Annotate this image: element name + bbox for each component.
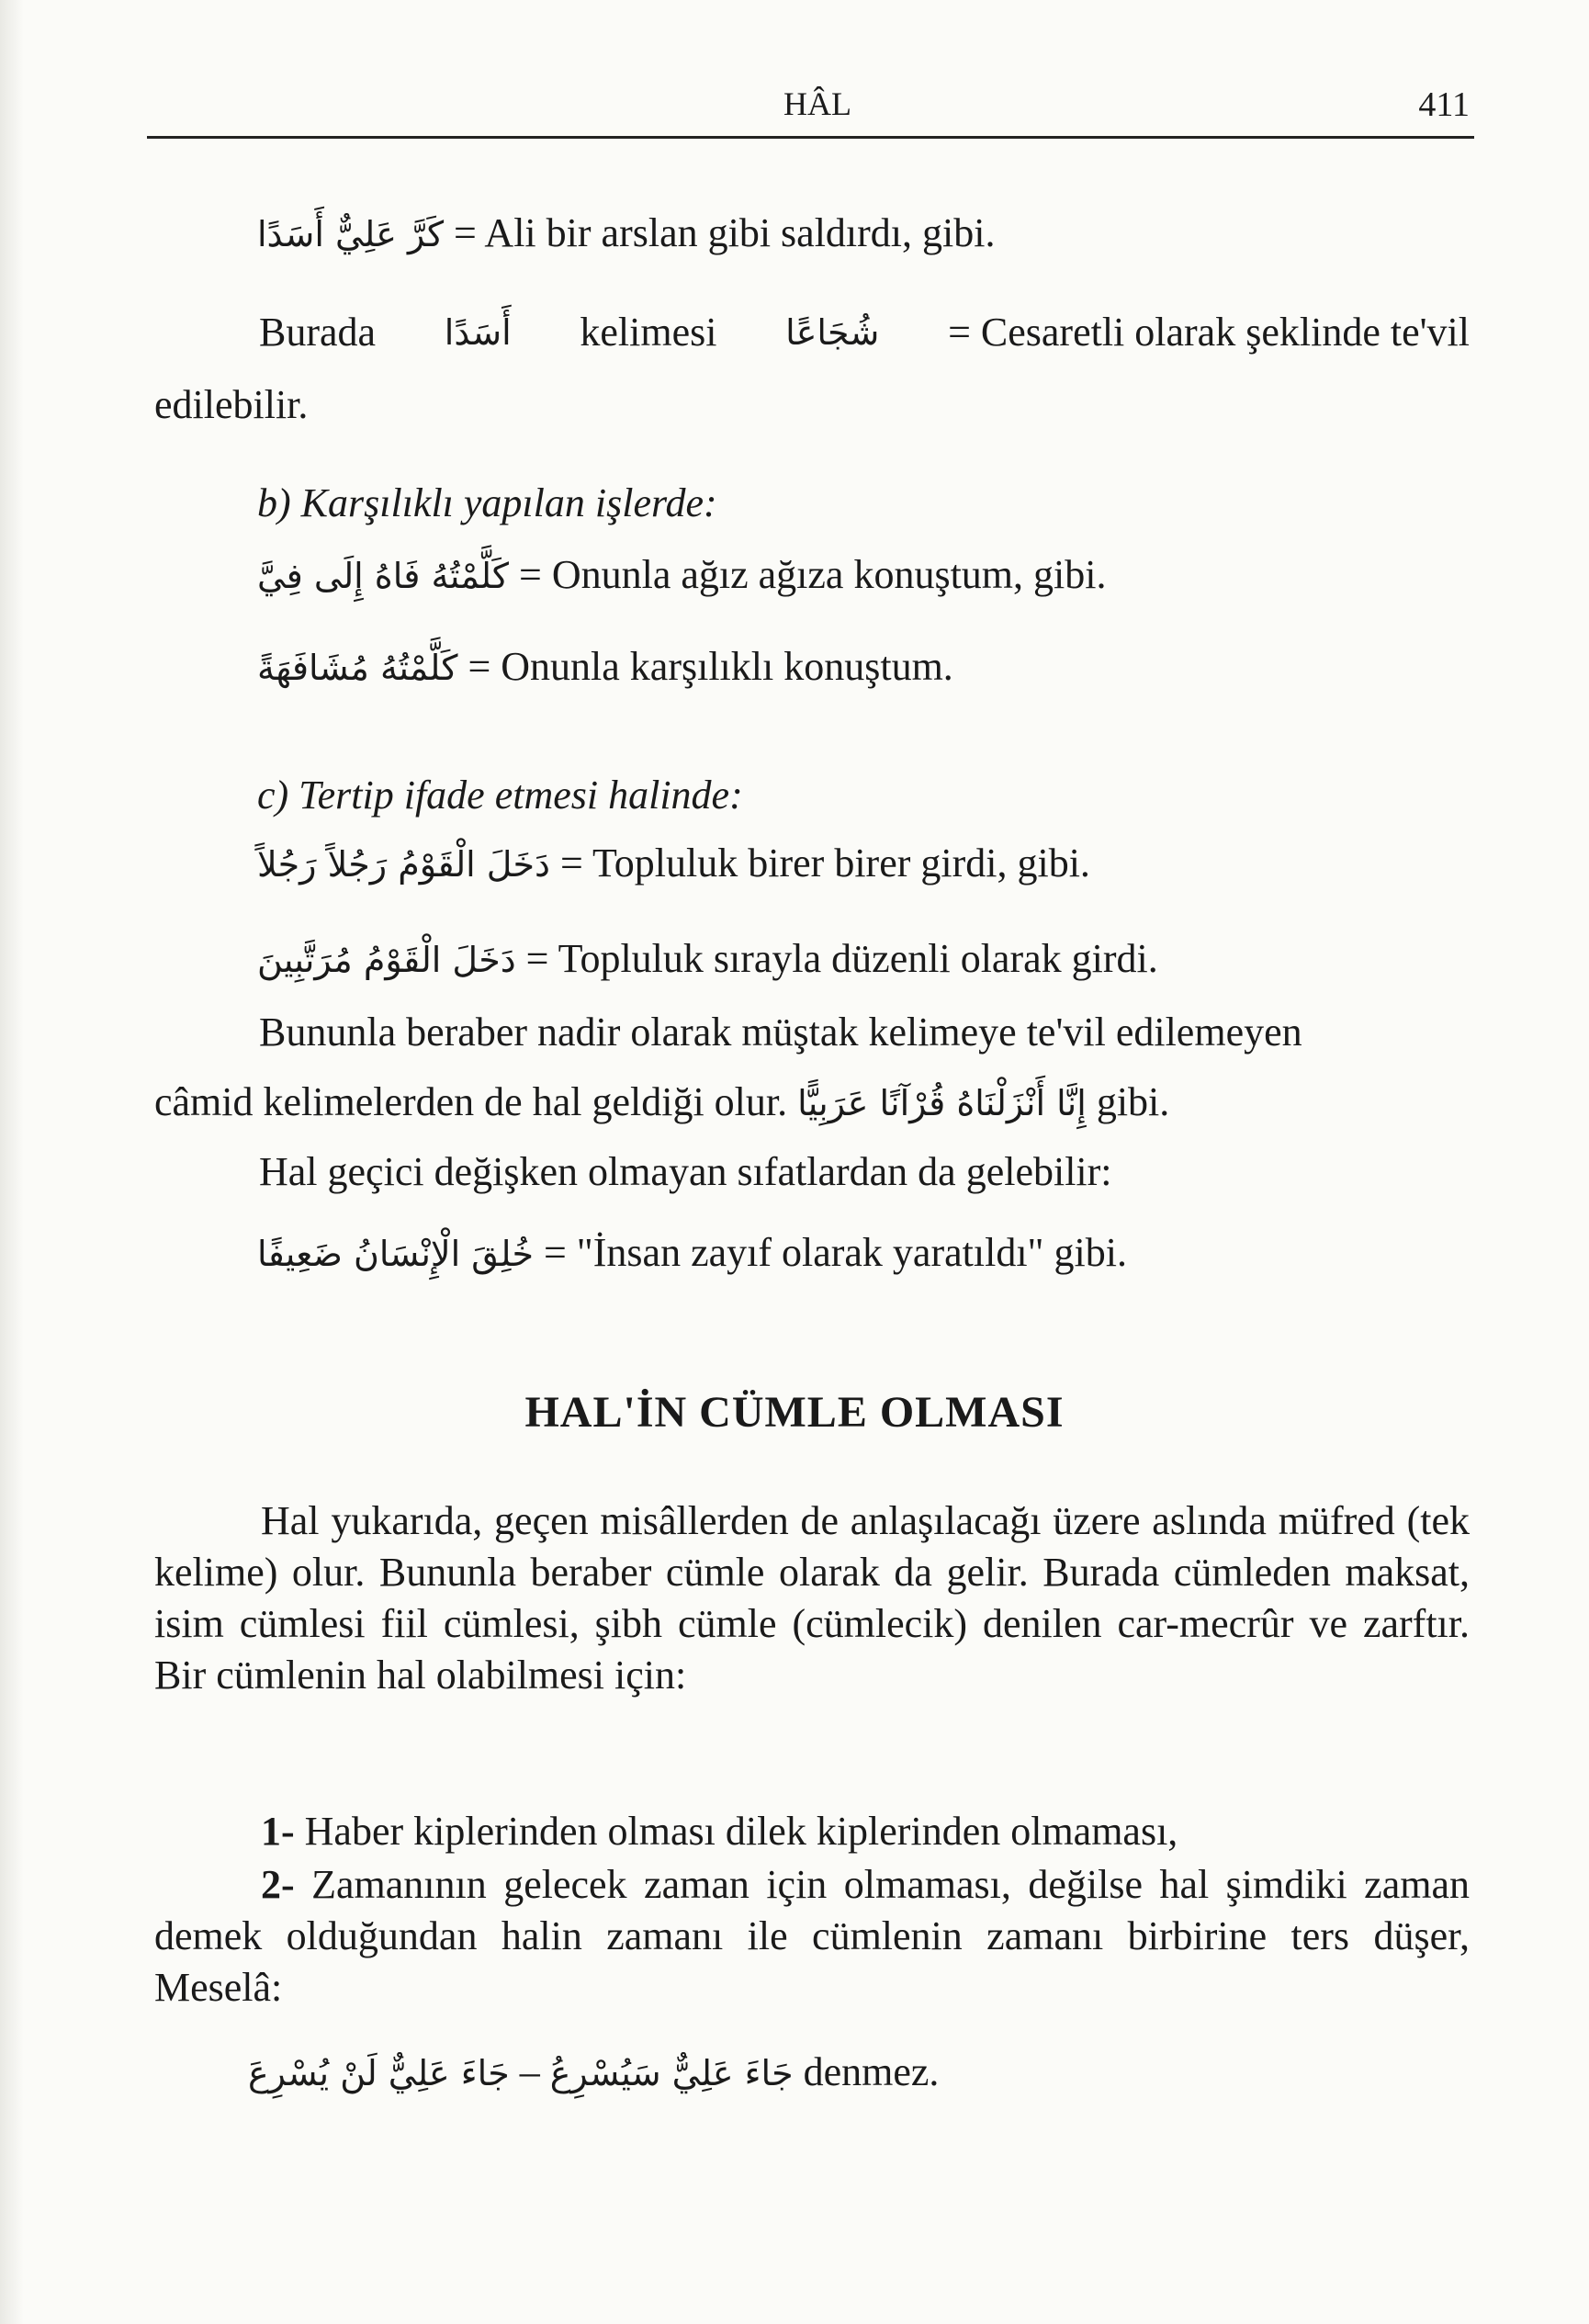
arabic-example: دَخَلَ الْقَوْمُ رَجُلاً رَجُلاً xyxy=(257,844,550,885)
subsection-c-title: c) Tertip ifade etmesi halinde: xyxy=(257,773,743,818)
item-number: 2- xyxy=(261,1862,295,1907)
arabic-example: كَلَّمْتُهُ فَاهُ إِلَى فِيَّ xyxy=(257,556,510,596)
paragraph-line: Hal geçici değişken olmayan sıfatlardan da gelebilir: xyxy=(259,1149,1112,1194)
item-number: 1- xyxy=(261,1809,295,1854)
arabic-example-2: جَاءَ عَلِيٌّ سَيُسْرِعُ xyxy=(549,2053,794,2093)
translation: = Topluluk birer birer girdi, gibi. xyxy=(549,840,1090,886)
paragraph-line: Bununla beraber nadir olarak müştak kelimeye te'vil edilemeyen xyxy=(259,1010,1302,1055)
text-c: = Cesaretli olarak şeklinde te'vil xyxy=(948,310,1470,355)
text-a: câmid kelimelerden de hal geldiği olur. xyxy=(154,1079,798,1124)
separator: – xyxy=(509,2049,550,2094)
item-text: Haber kiplerinden olması dilek kiplerinden olmaması, xyxy=(294,1809,1178,1854)
example-c2 xyxy=(257,933,1158,986)
text-a: Burada xyxy=(259,310,377,355)
arabic-example: كَرَّ عَلِيٌّ أَسَدًا xyxy=(257,214,445,254)
subsection-b-title: b) Karşılıklı yapılan işlerde: xyxy=(257,480,717,525)
list-item-2 xyxy=(154,1859,1470,2014)
arabic-example: دَخَلَ الْقَوْمُ مُرَتَّبِينَ xyxy=(257,940,516,980)
section-heading: HAL'İN CÜMLE OLMASI xyxy=(524,1388,1065,1437)
example-b2 xyxy=(257,641,953,694)
explanation-line xyxy=(259,307,1470,358)
text: denmez. xyxy=(793,2049,940,2094)
running-header: HÂL xyxy=(783,85,851,122)
example-c1 xyxy=(257,838,1090,890)
text-b: gibi. xyxy=(1086,1079,1170,1124)
arabic-example: كَلَّمْتُهُ مُشَافَهَةً xyxy=(257,648,458,688)
translation: = Ali bir arslan gibi saldırdı, gibi. xyxy=(444,210,996,255)
translation: = Onunla karşılıklı konuştum. xyxy=(457,644,953,689)
example-p4 xyxy=(257,1227,1127,1280)
translation: = Onunla ağız ağıza konuştum, gibi. xyxy=(509,552,1107,597)
quran-quote: إِنَّا أَنْزَلْنَاهُ قُرْآنًا عَرَبِيًّا xyxy=(797,1083,1087,1123)
page-number: 411 xyxy=(1418,85,1470,124)
translation: = "İnsan zayıf olarak yaratıldı" gibi. xyxy=(533,1230,1127,1275)
translation: = Topluluk sırayla düzenli olarak girdi. xyxy=(515,936,1158,981)
section-paragraph: Hal yukarıda, geçen misâllerden de anlaşılacağı üzere aslında müfred (tek kelime) olur. Bununla beraber cümle olarak da gelir. Burada cümleden maksat, isim cümlesi fiil cümlesi, şibh cümle (cümlecik) denilen car-mecrûr ve zarftır. Bir cümlenin hal olabilmesi için: xyxy=(154,1498,1470,1698)
text-b: kelimesi xyxy=(580,310,717,355)
arabic-word-1: أَسَدًا xyxy=(444,312,512,353)
arabic-example-1: جَاءَ عَلِيٌّ لَنْ يُسْرِعَ xyxy=(248,2053,510,2093)
item-text: Zamanının gelecek zaman için olmaması, değilse hal şimdiki zaman demek olduğundan halin zamanı ile cümlenin zamanı birbirine ters düşer, Meselâ: xyxy=(154,1862,1470,2010)
scan-edge xyxy=(0,0,24,2324)
example-line-1 xyxy=(257,208,995,260)
paragraph-line-arabic xyxy=(154,1077,1169,1129)
arabic-word-2: شُجَاعًا xyxy=(785,312,880,353)
final-example xyxy=(248,2047,939,2099)
continuation-line: edilebilir. xyxy=(154,382,309,427)
list-item-1 xyxy=(154,1806,1470,1857)
quran-quote: خُلِقَ الْإِنْسَانُ ضَعِيفًا xyxy=(257,1234,534,1274)
example-b1 xyxy=(257,549,1106,602)
header-rule xyxy=(147,136,1474,139)
